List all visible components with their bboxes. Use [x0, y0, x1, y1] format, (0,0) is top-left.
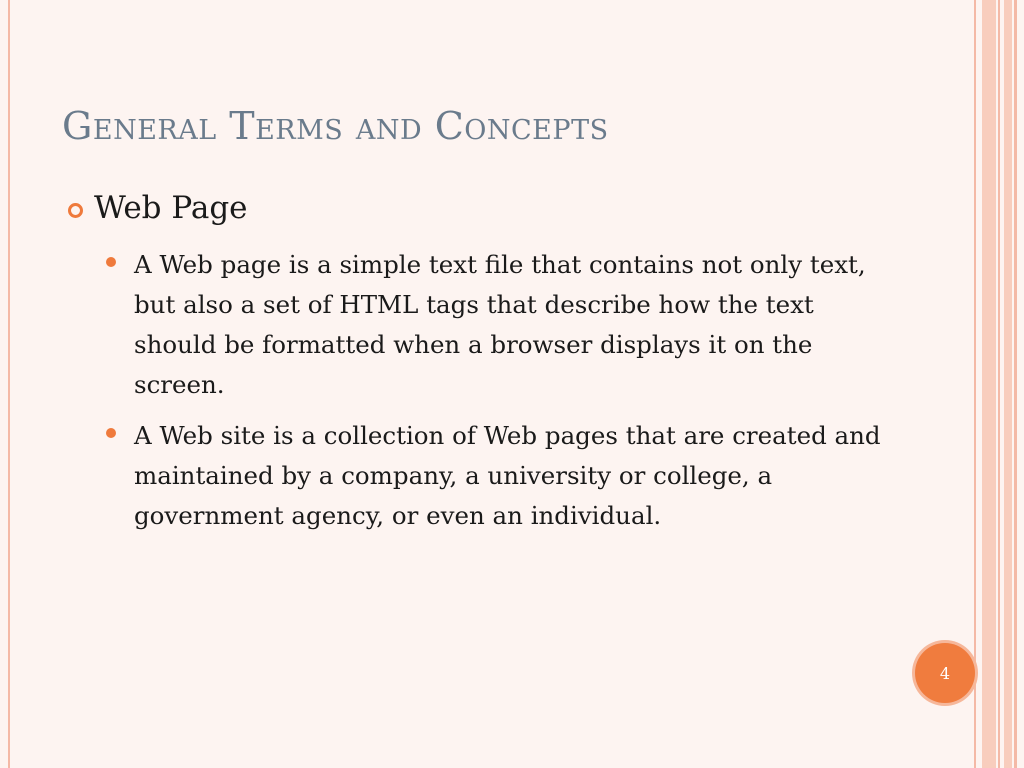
stripe — [1004, 0, 1012, 768]
filled-circle-bullet-icon — [106, 428, 116, 438]
sub-bullet-text: A Web page is a simple text file that contains not only text, but also a set of HTML tags that describe how the text should be formatted when a browser displays it on the screen. — [134, 250, 866, 399]
page-number-badge: 4 — [915, 643, 975, 703]
stripe — [974, 0, 976, 768]
slide-title: General Terms and Concepts — [62, 104, 609, 148]
filled-circle-bullet-icon — [106, 257, 116, 267]
frame-left-line — [8, 0, 10, 768]
stripe — [998, 0, 1000, 768]
sub-bullet-text: A Web site is a collection of Web pages that are created and maintained by a company, a university or college, a government agency, or even an individual. — [134, 421, 881, 530]
stripe — [982, 0, 996, 768]
stripe — [1014, 0, 1017, 768]
right-decorative-stripes — [974, 0, 1024, 768]
bullet-text: Web Page — [94, 190, 248, 226]
hollow-circle-bullet-icon — [68, 203, 83, 218]
